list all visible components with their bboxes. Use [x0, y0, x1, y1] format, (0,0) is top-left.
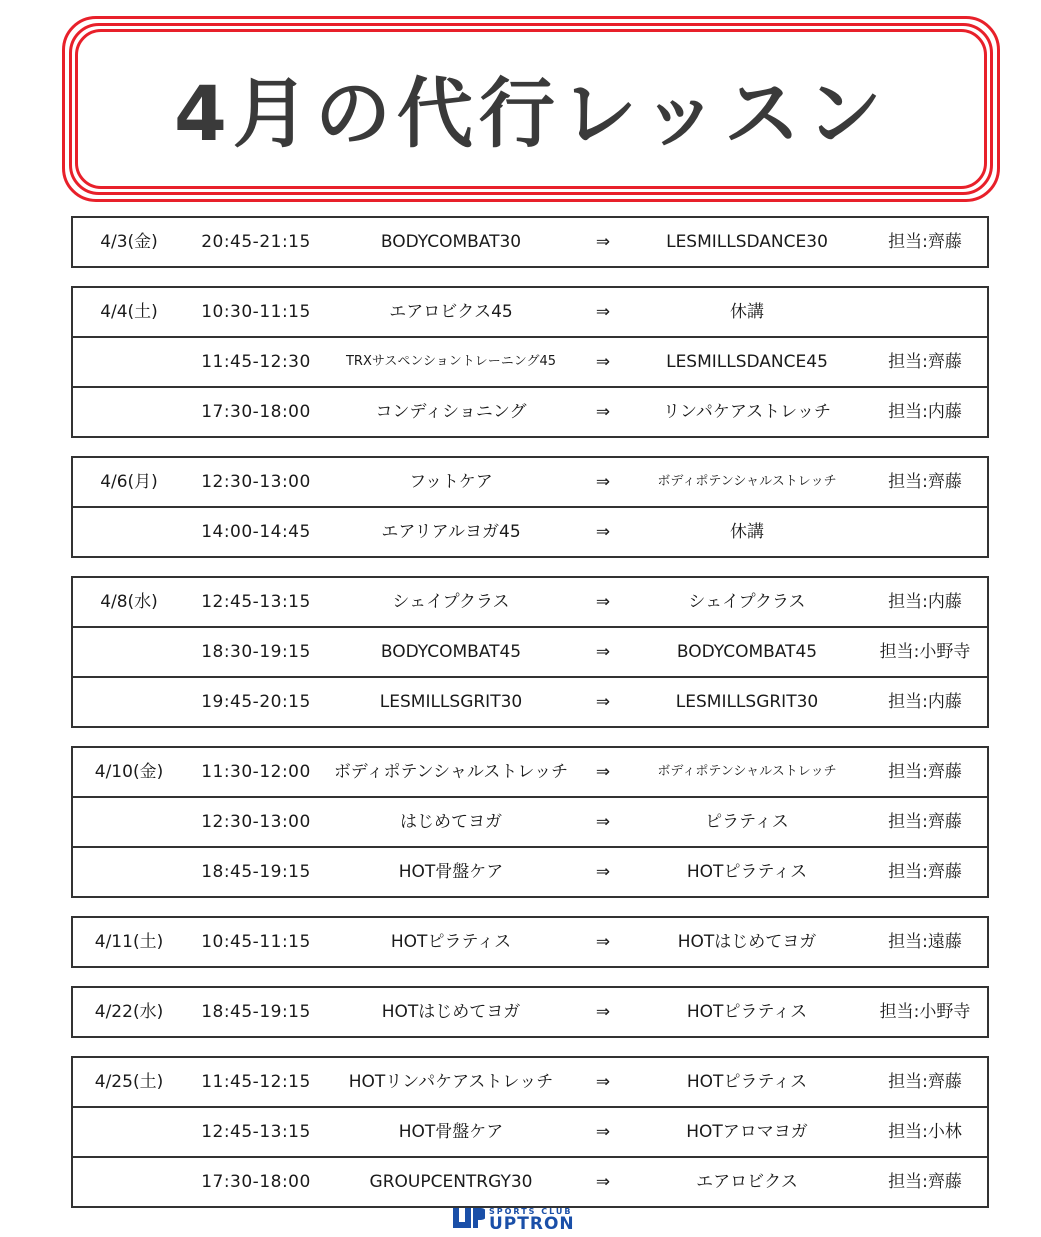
original-lesson: シェイプクラス: [392, 592, 510, 612]
lesson-date: 4/22(水): [94, 1002, 164, 1022]
original-lesson: BODYCOMBAT45: [380, 642, 522, 662]
substitute-lesson: HOTはじめてヨガ: [677, 932, 817, 952]
change-arrow: ⇒: [595, 472, 611, 492]
instructor: 担当:齊藤: [888, 862, 962, 882]
lesson-time: 18:30-19:15: [201, 642, 311, 662]
instructor: 担当:齊藤: [888, 1172, 962, 1192]
substitute-lesson: LESMILLSGRIT30: [675, 692, 819, 712]
lesson-group: [71, 456, 989, 558]
instructor: 担当:齊藤: [888, 1072, 962, 1092]
change-arrow: ⇒: [595, 402, 611, 422]
lesson-group: [71, 216, 989, 268]
lesson-date: [73, 798, 185, 846]
substitute-lesson: LESMILLSDANCE30: [666, 232, 828, 252]
lesson-time: 12:30-13:00: [201, 472, 311, 492]
lesson-time: 17:30-18:00: [201, 1172, 311, 1192]
lesson-row: [73, 846, 987, 896]
change-arrow: ⇒: [595, 692, 611, 712]
original-lesson: ボディポテンシャルストレッチ: [333, 762, 569, 782]
original-lesson: BODYCOMBAT30: [380, 232, 522, 252]
lesson-date: [73, 628, 185, 676]
instructor: 担当:内藤: [888, 692, 962, 712]
substitute-lesson: HOTピラティス: [686, 1002, 808, 1022]
lesson-date: [73, 508, 185, 556]
instructor: 担当:齊藤: [888, 232, 962, 252]
change-arrow: ⇒: [595, 1172, 611, 1192]
original-lesson: HOT骨盤ケア: [398, 862, 504, 882]
instructor: [863, 508, 987, 556]
instructor: 担当:齊藤: [888, 472, 962, 492]
original-lesson: HOT骨盤ケア: [398, 1122, 504, 1142]
original-lesson: エアロビクス45: [389, 302, 513, 322]
title-banner: [62, 16, 1000, 202]
substitute-lesson: ボディポテンシャルストレッチ: [657, 474, 837, 489]
lesson-time: 11:45-12:30: [201, 352, 311, 372]
instructor: [863, 288, 987, 336]
lesson-time: 11:45-12:15: [201, 1072, 311, 1092]
change-arrow: ⇒: [595, 932, 611, 952]
uptron-logo-icon: [451, 1206, 485, 1232]
lesson-schedule: [71, 216, 989, 1226]
lesson-date: [73, 848, 185, 896]
lesson-row: [73, 988, 987, 1036]
lesson-row: [73, 218, 987, 266]
lesson-date: 4/3(金): [100, 232, 158, 252]
change-arrow: ⇒: [595, 1072, 611, 1092]
substitute-lesson: ピラティス: [705, 812, 789, 832]
lesson-group: [71, 916, 989, 968]
lesson-group: [71, 746, 989, 898]
instructor: 担当:小野寺: [879, 1002, 971, 1022]
original-lesson: はじめてヨガ: [400, 812, 502, 832]
lesson-row: [73, 386, 987, 436]
original-lesson: フットケア: [409, 472, 493, 492]
original-lesson: LESMILLSGRIT30: [379, 692, 523, 712]
lesson-time: 10:30-11:15: [201, 302, 311, 322]
lesson-time: 17:30-18:00: [201, 402, 311, 422]
lesson-date: [73, 388, 185, 436]
substitute-lesson: HOTピラティス: [686, 862, 808, 882]
lesson-row: [73, 1058, 987, 1106]
lesson-row: [73, 288, 987, 336]
change-arrow: ⇒: [595, 642, 611, 662]
lesson-row: [73, 336, 987, 386]
instructor: 担当:遠藤: [888, 932, 962, 952]
substitute-lesson: ボディポテンシャルストレッチ: [657, 764, 837, 779]
lesson-group: [71, 286, 989, 438]
lesson-row: [73, 578, 987, 626]
lesson-date: [73, 678, 185, 726]
lesson-group: [71, 986, 989, 1038]
lesson-date: [73, 338, 185, 386]
lesson-date: 4/10(金): [94, 762, 164, 782]
instructor: 担当:内藤: [888, 592, 962, 612]
lesson-time: 12:30-13:00: [201, 812, 311, 832]
change-arrow: ⇒: [595, 812, 611, 832]
substitute-lesson: シェイプクラス: [688, 592, 806, 612]
original-lesson: HOTピラティス: [390, 932, 512, 952]
original-lesson: HOTリンパケアストレッチ: [348, 1072, 554, 1092]
lesson-time: 10:45-11:15: [201, 932, 311, 952]
lesson-row: [73, 1106, 987, 1156]
instructor: 担当:齊藤: [888, 352, 962, 372]
instructor: 担当:齊藤: [888, 812, 962, 832]
lesson-time: 18:45-19:15: [201, 1002, 311, 1022]
change-arrow: ⇒: [595, 302, 611, 322]
lesson-row: [73, 1156, 987, 1206]
instructor: 担当:齊藤: [888, 762, 962, 782]
lesson-time: 19:45-20:15: [201, 692, 311, 712]
lesson-row: [73, 796, 987, 846]
instructor: 担当:小野寺: [879, 642, 971, 662]
lesson-time: 11:30-12:00: [201, 762, 311, 782]
instructor: 担当:内藤: [888, 402, 962, 422]
change-arrow: ⇒: [595, 1002, 611, 1022]
lesson-group: [71, 576, 989, 728]
original-lesson: エアリアルヨガ45: [381, 522, 521, 542]
instructor: 担当:小林: [888, 1122, 962, 1142]
substitute-lesson: HOTアロマヨガ: [686, 1122, 808, 1142]
substitute-lesson: LESMILLSDANCE45: [666, 352, 828, 372]
lesson-time: 12:45-13:15: [201, 592, 311, 612]
change-arrow: ⇒: [595, 522, 611, 542]
substitute-lesson: 休講: [730, 302, 764, 322]
lesson-row: [73, 458, 987, 506]
lesson-row: [73, 676, 987, 726]
lesson-date: [73, 1158, 185, 1206]
lesson-date: 4/25(土): [94, 1072, 164, 1092]
logo-subtitle: SPORTS CLUB: [489, 1207, 573, 1216]
uptron-logo: [451, 1206, 601, 1234]
change-arrow: ⇒: [595, 592, 611, 612]
change-arrow: ⇒: [595, 232, 611, 252]
substitute-lesson: BODYCOMBAT45: [676, 642, 818, 662]
lesson-date: 4/11(土): [94, 932, 164, 952]
lesson-time: 18:45-19:15: [201, 862, 311, 882]
change-arrow: ⇒: [595, 862, 611, 882]
logo-name: UPTRON: [489, 1214, 575, 1234]
lesson-date: [73, 1108, 185, 1156]
lesson-time: 12:45-13:15: [201, 1122, 311, 1142]
substitute-lesson: 休講: [730, 522, 764, 542]
lesson-date: 4/6(月): [100, 472, 158, 492]
change-arrow: ⇒: [595, 1122, 611, 1142]
substitute-lesson: リンパケアストレッチ: [663, 402, 831, 422]
lesson-date: 4/4(土): [100, 302, 158, 322]
substitute-lesson: HOTピラティス: [686, 1072, 808, 1092]
original-lesson: TRXサスペンショントレーニング45: [345, 354, 557, 369]
lesson-row: [73, 748, 987, 796]
lesson-date: 4/8(水): [100, 592, 158, 612]
original-lesson: HOTはじめてヨガ: [381, 1002, 521, 1022]
change-arrow: ⇒: [595, 352, 611, 372]
substitute-lesson: エアロビクス: [696, 1172, 798, 1192]
lesson-time: 14:00-14:45: [201, 522, 311, 542]
lesson-row: [73, 506, 987, 556]
change-arrow: ⇒: [595, 762, 611, 782]
original-lesson: GROUPCENTRGY30: [369, 1172, 533, 1192]
page-title: 4月の代行レッスン: [173, 69, 889, 158]
lesson-row: [73, 626, 987, 676]
lesson-time: 20:45-21:15: [201, 232, 311, 252]
original-lesson: コンディショニング: [375, 402, 527, 422]
lesson-row: [73, 918, 987, 966]
lesson-group: [71, 1056, 989, 1208]
